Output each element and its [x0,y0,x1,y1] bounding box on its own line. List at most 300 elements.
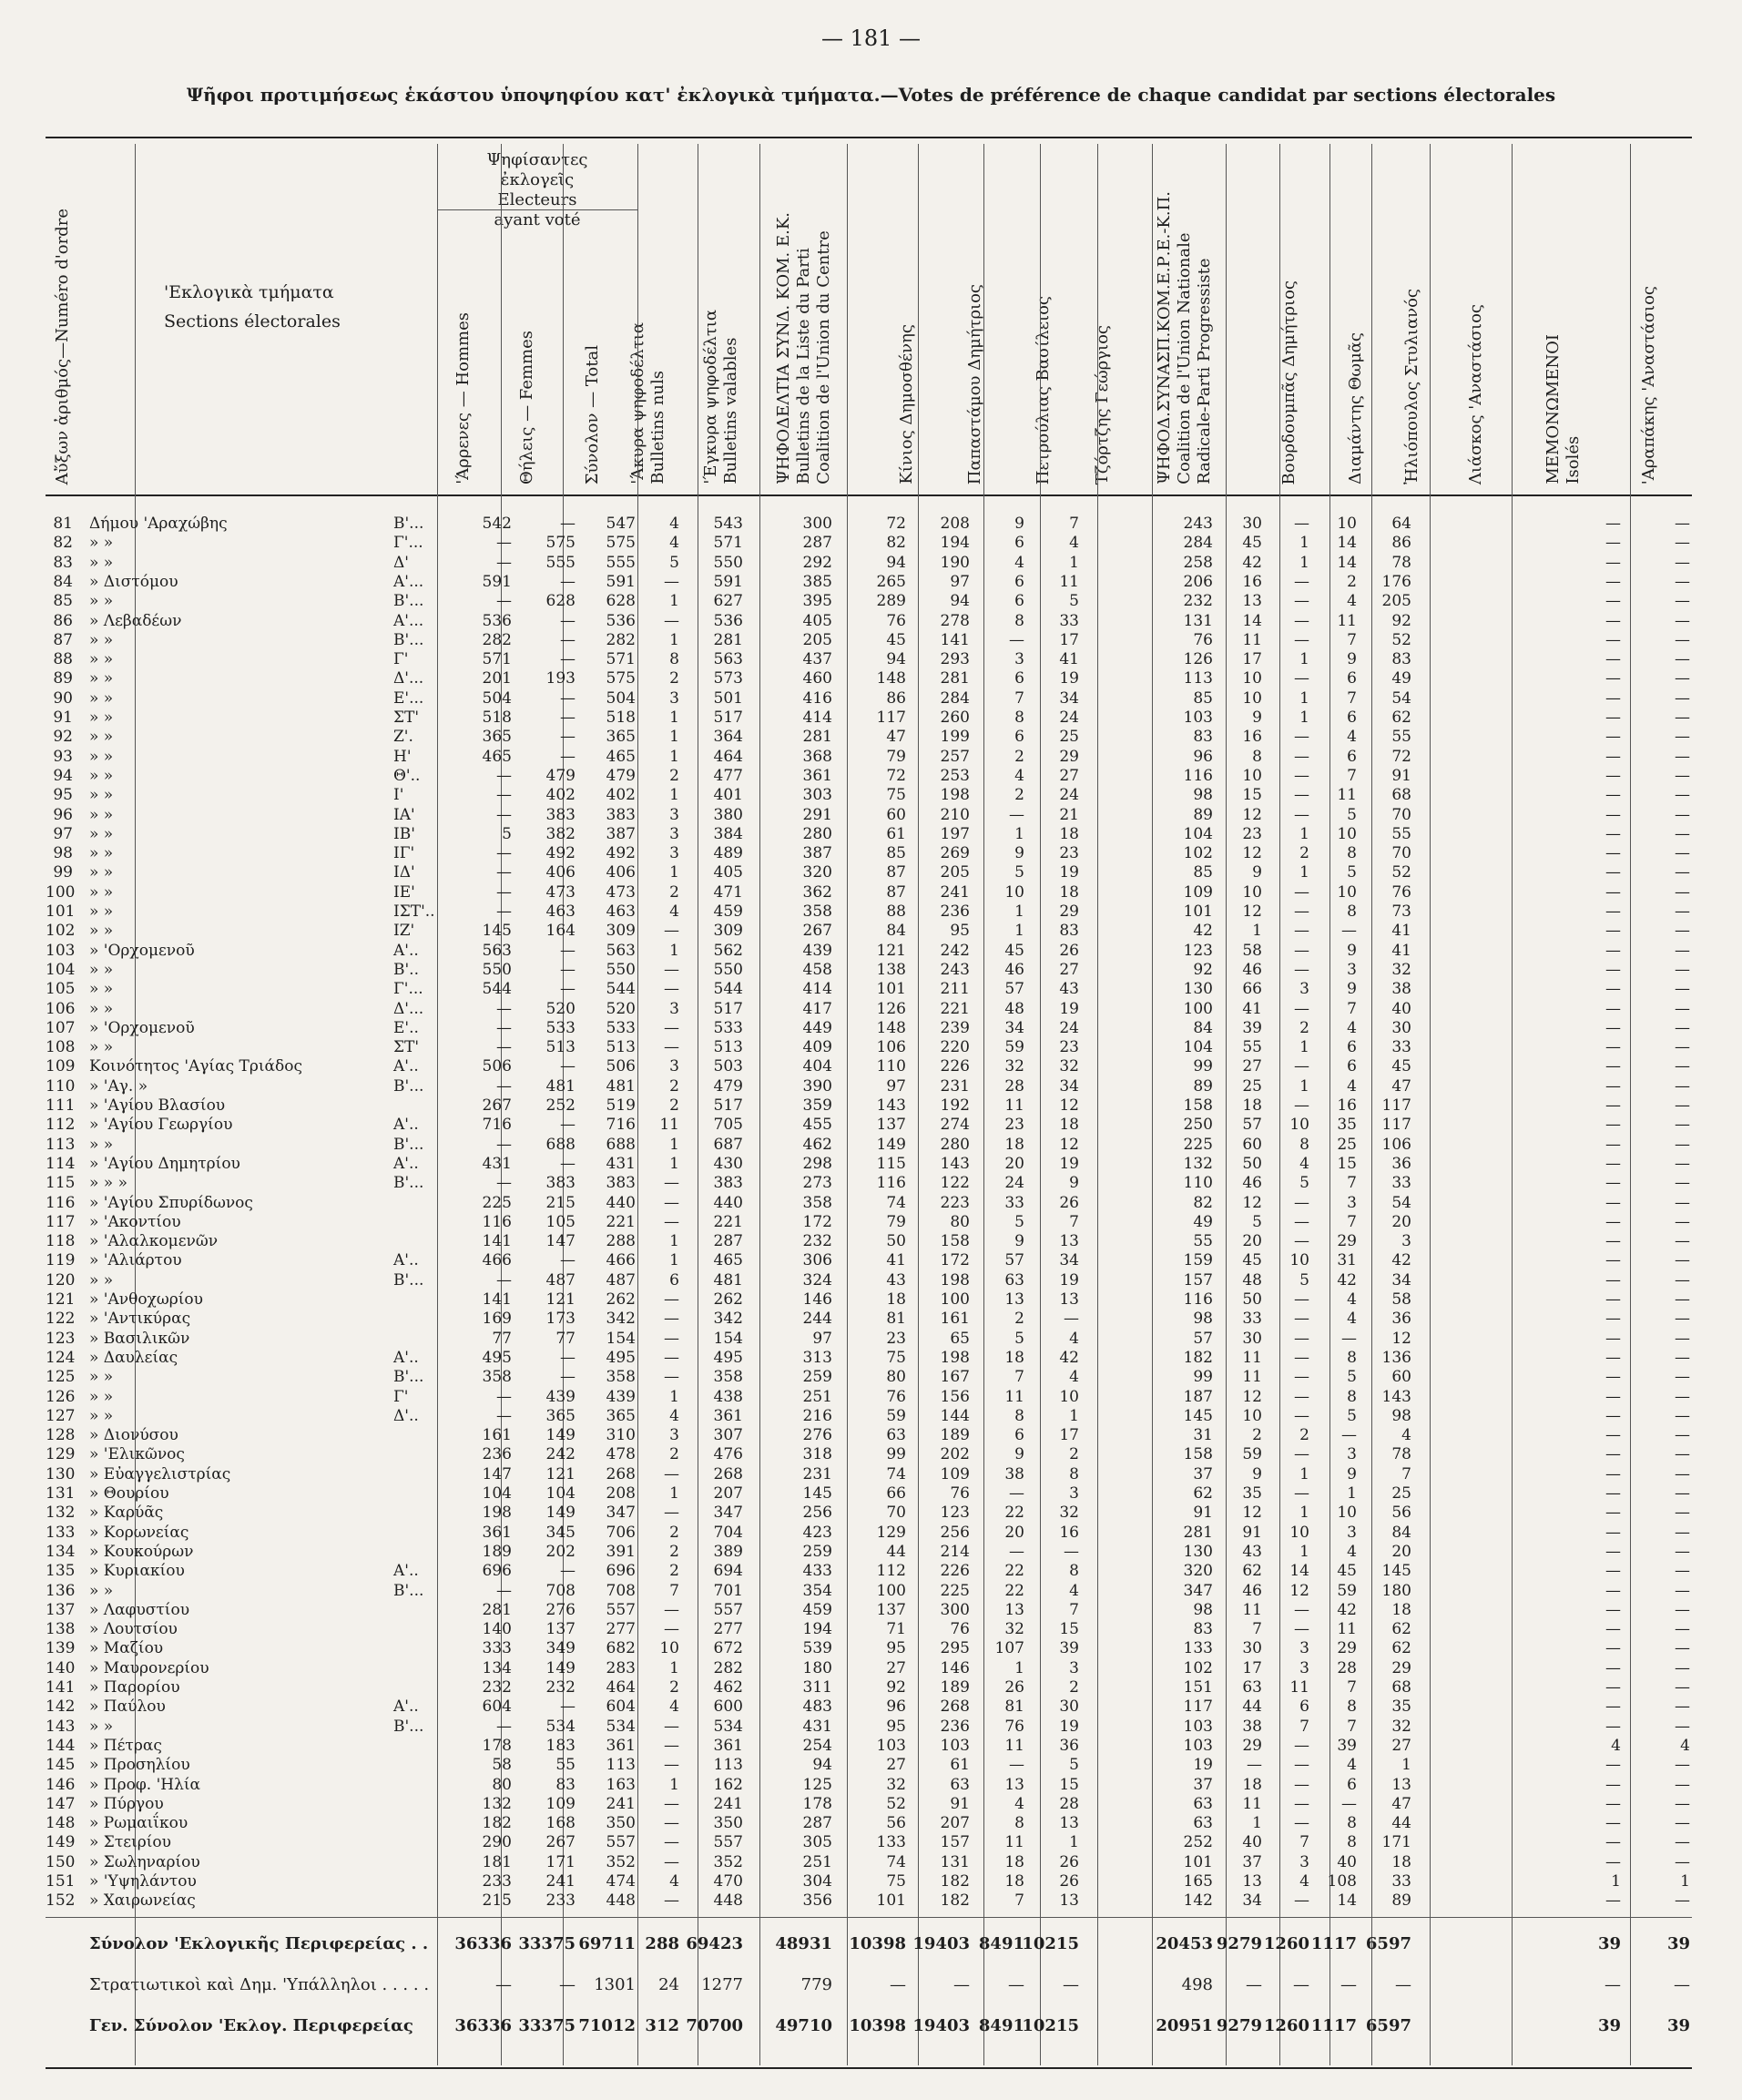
totals-label: Στρατιωτικοὶ καὶ Δημ. 'Υπάλληλοι . . . . . [89,1975,430,1994]
cell-value: 208 [940,515,970,533]
cell-value: 110 [1183,1174,1213,1193]
cell-value: 2 [1069,1445,1079,1464]
cell-value: 45 [1004,941,1024,960]
cell-value: 387 [606,824,636,843]
cell-value: 534 [545,1717,576,1736]
cell-value: 2 [669,882,679,902]
cell-value: — [1605,1038,1621,1057]
cell-value: 18 [1242,1096,1262,1115]
section-subdivision: Α'.. [393,1251,419,1270]
cell-value: 117 [876,708,906,727]
cell-value: 38 [1004,1464,1024,1483]
cell-value: 158 [1183,1445,1213,1464]
cell-value: 76 [1391,882,1411,902]
cell-value: 85 [1193,688,1213,708]
cell-value: — [560,1368,576,1387]
cell-value: 157 [1183,1270,1213,1290]
cell-value: 11 [1337,1620,1357,1639]
cell-value: 5 [1347,863,1357,882]
row-number: 89 [53,669,73,688]
row-number: 109 [46,1057,76,1076]
cell-value: 8 [1299,1135,1309,1154]
cell-value: 30 [1391,1018,1411,1037]
section-name: » Διονύσου [89,1426,178,1445]
cell-value: 18 [1059,824,1079,843]
cell-value: 131 [1183,611,1213,630]
cell-value: — [1675,592,1690,611]
cell-value: 4 [1069,1368,1079,1387]
section-name: » Πύργου [89,1794,164,1813]
cell-value: 27 [1242,1057,1262,1076]
cell-value: — [1675,1310,1690,1329]
totals-row [46,1972,1692,1999]
cell-value: 241 [606,1794,636,1813]
cell-value: 465 [606,747,636,766]
totals-value: 39 [1597,2016,1621,2035]
section-name: » Σωληναρίου [89,1852,200,1871]
section-subdivision: ΙΣΤ'.. [393,902,435,921]
section-subdivision: Α'.. [393,1057,419,1076]
cell-value: 448 [713,1891,743,1911]
cell-value: 117 [1381,1116,1411,1135]
cell-value: 704 [713,1523,743,1542]
cell-value: 2 [1347,572,1357,591]
cell-value: 50 [886,1232,906,1251]
cell-value: — [560,980,576,999]
table-row [46,1368,1692,1387]
table-row [46,1524,1692,1543]
section-name: » » [89,747,114,766]
cell-value: 18 [1059,1116,1079,1135]
cell-value: 463 [545,902,576,921]
cell-value: — [664,1212,679,1231]
cell-value: 289 [876,592,906,611]
cell-value: 145 [1183,1406,1213,1425]
cell-value: 28 [1337,1658,1357,1677]
cell-value: 365 [545,1406,576,1425]
table-row [46,863,1692,882]
cell-value: 3 [1299,1639,1309,1658]
totals-value: 70700 [686,2016,743,2035]
cell-value: 278 [940,611,970,630]
cell-value: 43 [1059,980,1079,999]
cell-value: 342 [713,1310,743,1329]
cell-value: 12 [1242,844,1262,863]
table-row [46,1562,1692,1581]
cell-value: 473 [545,882,576,902]
row-number: 132 [46,1504,76,1523]
cell-value: 1 [669,1484,679,1503]
cell-value: 1 [1014,902,1024,921]
row-number: 91 [53,708,73,727]
cell-value: 705 [713,1116,743,1135]
cell-value: 1 [669,1251,679,1270]
cell-value: — [496,1038,512,1057]
cell-value: — [1675,708,1690,727]
table-row [46,1077,1692,1096]
section-name: » » [89,728,114,747]
cell-value: — [1675,824,1690,843]
header-rule [46,494,1692,496]
cell-value: 591 [713,572,743,591]
cell-value: 100 [1183,999,1213,1018]
cell-value: 313 [802,1348,832,1367]
cell-value: 162 [713,1775,743,1794]
cell-value: 7 [1014,1891,1024,1911]
cell-value: 439 [545,1387,576,1406]
header-voters-group: Ψηφίσαντες ἐκλογεῖς Electeurs ayant voté [486,150,588,229]
cell-value: 708 [606,1581,636,1600]
cell-value: 30 [1242,1329,1262,1348]
cell-value: 132 [1183,1154,1213,1173]
cell-value: 4 [1014,553,1024,572]
cell-value: 44 [1242,1697,1262,1717]
section-subdivision: Ζ'. [393,728,413,747]
totals-value: — [1246,1975,1262,1994]
cell-value: 347 [713,1504,743,1523]
cell-value: 161 [482,1426,512,1445]
cell-value: — [1605,1639,1621,1658]
cell-value: 382 [545,824,576,843]
cell-value: 34 [1242,1891,1262,1911]
cell-value: 4 [1347,1310,1357,1329]
cell-value: 474 [606,1872,636,1891]
section-name: » 'Ορχομενοῦ [89,941,195,960]
cell-value: 34 [1059,1076,1079,1096]
cell-value: — [1675,1076,1690,1096]
section-name: » Μαυρονερίου [89,1658,209,1677]
cell-value: 543 [713,515,743,533]
cell-value: 251 [802,1387,832,1406]
cell-value: 70 [1391,805,1411,824]
cell-value: 43 [886,1270,906,1290]
totals-value: 36336 [454,2016,512,2035]
cell-value: 3 [1069,1658,1079,1677]
page-title: Ψῆφοι προτιμήσεως ἑκάστου ὑποψηφίου κατ' ἐκλογικὰ τμήματα.—Votes de préférence de chaque candidat par sections électorales [186,84,1556,106]
cell-value: 716 [482,1116,512,1135]
section-subdivision: Β'... [393,1368,424,1387]
cell-value: 32 [1004,1057,1024,1076]
cell-value: — [496,1387,512,1406]
cell-value: — [1605,515,1621,533]
cell-value: 19 [1059,863,1079,882]
cell-value: 171 [545,1852,576,1871]
cell-value: 55 [555,1756,576,1775]
section-name: » 'Ανθοχωρίου [89,1290,203,1309]
cell-value: 31 [1337,1251,1357,1270]
cell-value: 19 [1059,1270,1079,1290]
table-row [46,1019,1692,1038]
cell-value: 409 [802,1038,832,1057]
cell-value: 10 [1242,669,1262,688]
row-number: 151 [46,1872,76,1891]
cell-value: 544 [606,980,636,999]
cell-value: 11 [659,1116,679,1135]
section-name: » » [89,1135,114,1154]
cell-value: 20 [1242,1232,1262,1251]
totals-value: 10215 [1022,1934,1079,1953]
cell-value: 268 [940,1697,970,1717]
cell-value: 35 [1242,1484,1262,1503]
cell-value: 34 [1059,688,1079,708]
cell-value: 23 [1242,824,1262,843]
cell-value: 76 [1004,1717,1024,1736]
cell-value: 7 [1252,1620,1262,1639]
cell-value: — [1294,1756,1309,1775]
section-subdivision: Β'... [393,630,424,649]
cell-value: 465 [713,1251,743,1270]
cell-value: 28 [1059,1794,1079,1813]
cell-value: 54 [1391,1193,1411,1212]
cell-value: — [664,1038,679,1057]
cell-value: 208 [606,1484,636,1503]
cell-value: 62 [1391,1620,1411,1639]
cell-value: 495 [606,1348,636,1367]
cell-value: 282 [482,630,512,649]
cell-value: 86 [886,688,906,708]
cell-value: — [1341,922,1357,941]
cell-value: 18 [1004,1852,1024,1871]
table-row [46,1330,1692,1349]
cell-value: 20 [1391,1212,1411,1231]
totals-value: 6597 [1365,1934,1411,1953]
table-row [46,1310,1692,1329]
cell-value: 258 [1183,553,1213,572]
cell-value: 544 [482,980,512,999]
cell-value: 4 [1014,1794,1024,1813]
cell-value: 6 [1347,1038,1357,1057]
section-name: » Κυριακίου [89,1562,185,1581]
cell-value: 103 [876,1736,906,1755]
cell-value: 83 [1193,1620,1213,1639]
cell-value: 2 [1299,1426,1309,1445]
cell-value: 46 [1242,960,1262,979]
cell-value: 402 [545,786,576,805]
totals-value: — [1008,1975,1024,1994]
cell-value: — [1675,1639,1690,1658]
totals-value: 1277 [701,1975,743,1994]
cell-value: 176 [1381,572,1411,591]
header-order: Αὔξων ἀριθμός—Numéro d'ordre [53,208,72,484]
cell-value: 539 [802,1639,832,1658]
row-number: 119 [46,1251,76,1270]
cell-value: 358 [713,1368,743,1387]
cell-value: 133 [1183,1639,1213,1658]
cell-value: 290 [482,1833,512,1852]
cell-value: 210 [940,805,970,824]
cell-value: 101 [1183,1852,1213,1871]
cell-value: 94 [812,1756,832,1775]
cell-value: 98 [1193,786,1213,805]
cell-value: — [1605,882,1621,902]
cell-value: 600 [713,1697,743,1717]
totals-value: 69711 [578,1934,636,1953]
totals-value: — [495,1975,512,1994]
totals-value: 71012 [578,2016,636,2035]
cell-value: 22 [1004,1581,1024,1600]
row-number: 149 [46,1833,76,1852]
cell-value: 431 [606,1154,636,1173]
cell-value: 414 [802,708,832,727]
cell-value: — [1675,882,1690,902]
cell-value: — [1294,630,1309,649]
cell-value: 437 [802,650,832,669]
cell-value: 6 [1014,592,1024,611]
cell-value: — [560,572,576,591]
table-row [46,1213,1692,1232]
cell-value: 74 [886,1193,906,1212]
cell-value: 84 [886,922,906,941]
cell-value: 66 [886,1484,906,1503]
cell-value: 5 [1014,1329,1024,1348]
cell-value: 225 [940,1581,970,1600]
cell-value: 3 [669,844,679,863]
section-name: » Πέτρας [89,1736,162,1755]
cell-value: 41 [886,1251,906,1270]
cell-value: 206 [1183,572,1213,591]
cell-value: — [1605,1212,1621,1231]
cell-value: 466 [606,1251,636,1270]
cell-value: 80 [492,1775,512,1794]
cell-value: 97 [950,572,970,591]
table-row [46,534,1692,553]
section-name: » » [89,553,114,572]
totals-label: Σύνολον 'Εκλογικῆς Περιφερείας . . [89,1934,429,1953]
table-row [46,1853,1692,1872]
cell-value: 116 [876,1174,906,1193]
cell-value: 342 [606,1310,636,1329]
cell-value: 4 [1069,534,1079,553]
header-total: Σύνολον — Total [583,344,602,484]
cell-value: 24 [1059,1018,1079,1037]
section-subdivision: ΙΓ' [393,844,415,863]
cell-value: 433 [802,1562,832,1581]
cell-value: 9 [1014,844,1024,863]
cell-value: — [1675,1348,1690,1367]
cell-value: 137 [876,1116,906,1135]
row-number: 100 [46,882,76,902]
cell-value: — [664,922,679,941]
cell-value: 116 [482,1212,512,1231]
totals-value: 1260 [1263,2016,1309,2035]
cell-value: — [1605,863,1621,882]
cell-value: 571 [606,650,636,669]
cell-value: 13 [1391,1775,1411,1794]
cell-value: 28 [1004,1076,1024,1096]
cell-value: 62 [1391,708,1411,727]
cell-value: 276 [802,1426,832,1445]
row-number: 145 [46,1756,76,1775]
cell-value: — [1675,728,1690,747]
cell-value: — [1605,786,1621,805]
cell-value: 178 [482,1736,512,1755]
totals-value: 9279 [1216,1934,1262,1953]
cell-value: 149 [545,1658,576,1677]
cell-value: 277 [713,1620,743,1639]
cell-value: 13 [1059,1232,1079,1251]
cell-value: 91 [1193,1504,1213,1523]
cell-value: 87 [886,882,906,902]
row-number: 98 [53,844,73,863]
cell-value: 126 [876,999,906,1018]
cell-value: 138 [876,960,906,979]
row-number: 115 [46,1174,76,1193]
cell-value: — [1675,1504,1690,1523]
cell-value: 72 [886,766,906,785]
cell-value: 1 [1299,1038,1309,1057]
section-subdivision: Α'.. [393,941,419,960]
cell-value: — [1294,960,1309,979]
cell-value: — [1675,1697,1690,1717]
cell-value: 1 [669,1154,679,1173]
cell-value: 252 [1183,1833,1213,1852]
cell-value: 24 [1059,708,1079,727]
cell-value: 40 [1337,1852,1357,1871]
cell-value: 470 [713,1872,743,1891]
table-row [46,1388,1692,1407]
cell-value: 273 [802,1174,832,1193]
cell-value: 481 [713,1270,743,1290]
cell-value: 4 [1347,1756,1357,1775]
cell-value: 533 [606,1018,636,1037]
row-number: 116 [46,1193,76,1212]
cell-value: 27 [1059,766,1079,785]
cell-value: — [1675,747,1690,766]
cell-value: 24 [1059,786,1079,805]
cell-value: 233 [482,1872,512,1891]
table-row [46,631,1692,650]
section-name: » Καρύᾶς [89,1504,164,1523]
cell-value: 575 [606,669,636,688]
cell-value: 76 [886,611,906,630]
cell-value: 8 [1014,1406,1024,1425]
cell-value: 202 [940,1445,970,1464]
table-row [46,1795,1692,1814]
cell-value: — [1605,1096,1621,1115]
cell-value: 253 [940,766,970,785]
cell-value: 10 [659,1639,679,1658]
cell-value: 41 [1391,941,1411,960]
cell-value: 41 [1242,999,1262,1018]
cell-value: 29 [1391,1658,1411,1677]
section-subdivision: ΣΤ' [393,708,420,727]
cell-value: 198 [940,1270,970,1290]
section-subdivision: Γ' [393,1387,409,1406]
cell-value: — [664,1891,679,1911]
cell-value: 391 [606,1542,636,1561]
cell-value: 42 [1059,1348,1079,1367]
cell-value: 49 [1391,669,1411,688]
cell-value: 147 [545,1232,576,1251]
cell-value: — [1675,1717,1690,1736]
cell-value: 267 [482,1096,512,1115]
cell-value: 168 [545,1814,576,1833]
cell-value: 236 [940,1717,970,1736]
cell-value: 489 [713,844,743,863]
cell-value: 55 [1242,1038,1262,1057]
cell-value: — [560,1116,576,1135]
cell-value: 149 [545,1504,576,1523]
cell-value: 42 [1337,1600,1357,1619]
cell-value: 4 [1299,1872,1309,1891]
cell-value: 9 [1252,708,1262,727]
table-row [46,612,1692,631]
cell-value: 26 [1004,1678,1024,1697]
row-number: 83 [53,553,73,572]
cell-value: 205 [802,630,832,649]
cell-value: 22 [1004,1504,1024,1523]
header-cand-kinios: Κίνιος Δημοσθένης [897,324,916,484]
